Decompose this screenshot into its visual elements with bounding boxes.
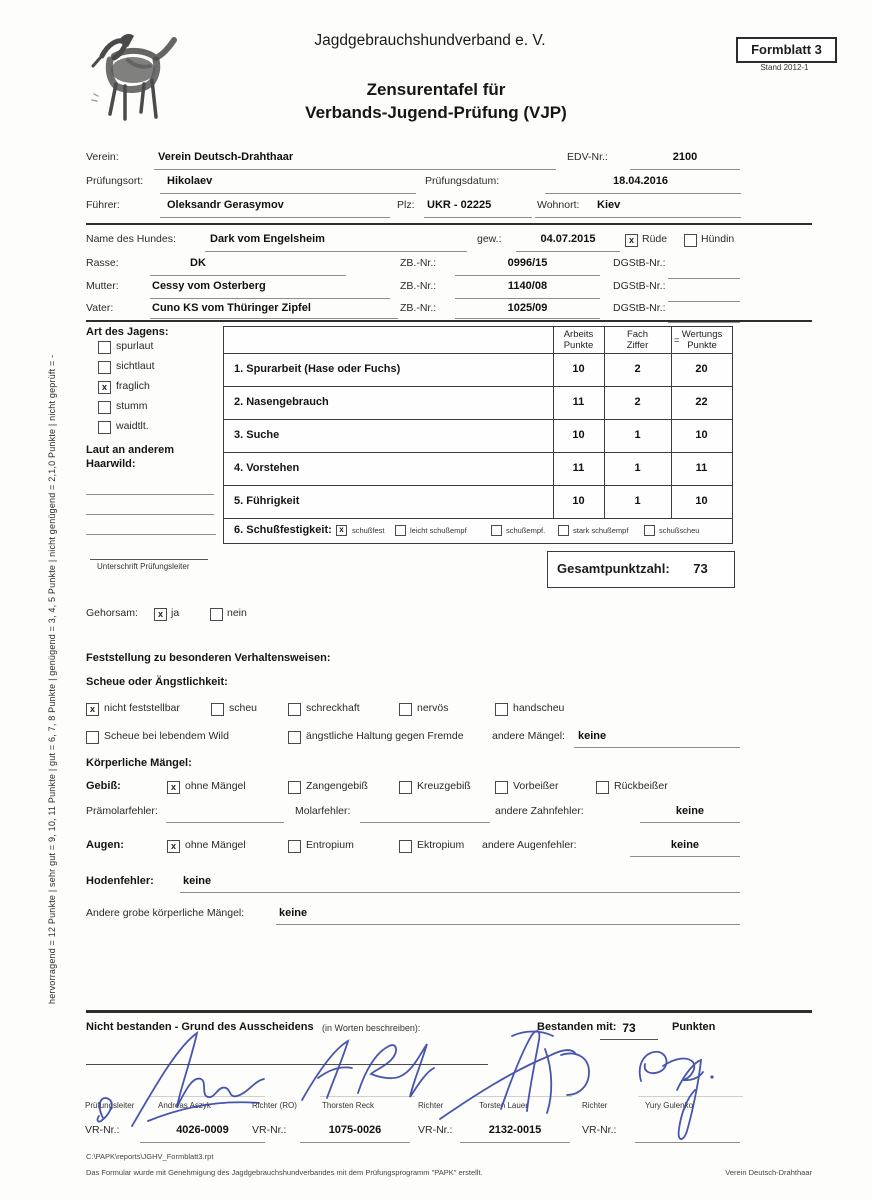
fuehrer-label: Führer: xyxy=(86,199,120,211)
checkbox-schussempf xyxy=(491,525,502,536)
handscheu-label: handscheu xyxy=(513,702,565,714)
sig-rule-4 xyxy=(638,1096,743,1097)
hodenfehler-underline xyxy=(180,891,740,893)
bestanden-points-value: 73 xyxy=(622,1021,636,1035)
sichtlaut-label: sichtlaut xyxy=(116,360,155,372)
checkbox-fraglich: x xyxy=(98,381,111,394)
art-des-jagens-title: Art des Jagens: xyxy=(86,326,169,338)
praemolarfehler-label: Prämolarfehler: xyxy=(86,805,158,817)
nervoes-label: nervös xyxy=(417,702,449,714)
andere-augenfehler-underline xyxy=(630,855,740,857)
edv-label: EDV-Nr.: xyxy=(567,151,608,163)
checkbox-nervoes xyxy=(399,703,412,716)
plz-underline xyxy=(424,216,532,218)
andere-grobe-maengel-label: Andere grobe körperliche Mängel: xyxy=(86,907,245,919)
sig2-role: Richter (RO) xyxy=(252,1101,297,1110)
bestanden-points-underline xyxy=(600,1038,658,1040)
rasse-label: Rasse: xyxy=(86,257,119,269)
pruefungsort-label: Prüfungsort: xyxy=(86,175,144,187)
schussempf-label: schußempf. xyxy=(506,526,546,535)
schussfest-label: schußfest xyxy=(352,526,385,535)
page-title-line2: Verbands-Jugend-Prüfung (VJP) xyxy=(305,103,567,122)
gew-underline xyxy=(516,250,620,252)
rasse-value: DK xyxy=(190,257,206,269)
checkbox-leicht-schussempf xyxy=(395,525,406,536)
mutter-value: Cessy vom Osterberg xyxy=(152,280,266,292)
checkbox-zangengebiss xyxy=(288,781,301,794)
pruefungsdatum-label: Prüfungsdatum: xyxy=(425,175,500,187)
sig2-name: Thorsten Reck xyxy=(322,1101,375,1110)
nicht-bestanden-note: (in Worten beschreiben): xyxy=(322,1023,421,1033)
hundename-value: Dark vom Engelsheim xyxy=(210,233,325,245)
haarwild-line-1 xyxy=(86,493,214,495)
nasengebrauch-arbeitspunkte: 11 xyxy=(572,396,585,408)
entropium-label: Entropium xyxy=(306,839,354,851)
verein-value: Verein Deutsch-Drahthaar xyxy=(158,151,294,163)
aengstliche-haltung-label: ängstliche Haltung gegen Fremde xyxy=(306,730,464,742)
fuehrigkeit-fachziffer: 1 xyxy=(634,495,641,507)
scheu-label: scheu xyxy=(229,702,258,714)
section-divider-3 xyxy=(86,1010,812,1013)
sig3-vr-underline xyxy=(460,1141,570,1143)
sig2-vr-value: 1075-0026 xyxy=(328,1124,382,1136)
sig1-name: Andreas Aszyk xyxy=(158,1101,211,1110)
scheue-lebendes-wild-label: Scheue bei lebendem Wild xyxy=(104,730,229,742)
ausscheiden-write-line xyxy=(86,1064,488,1065)
signature-4-icon xyxy=(640,1052,667,1081)
checkbox-waidtlt xyxy=(98,421,111,434)
bestanden-mit-label: Bestanden mit: xyxy=(537,1021,617,1033)
vater-zb-underline xyxy=(455,317,600,319)
vater-zb-value: 1025/09 xyxy=(507,302,548,314)
vorstehen-wertungspunkte: 11 xyxy=(695,462,708,474)
plz-label: Plz: xyxy=(397,199,415,211)
gebiss-label: Gebiß: xyxy=(86,780,121,792)
leicht-schussempf-label: leicht schußempf xyxy=(410,526,467,535)
vater-label: Vater: xyxy=(86,302,114,314)
spurarbeit-arbeitspunkte: 10 xyxy=(572,363,585,375)
mutter-dgstb-underline xyxy=(668,300,740,302)
augen-ohne-maengel-label: ohne Mängel xyxy=(185,839,246,851)
footer-note: Das Formular wurde mit Genehmigung des Jagdgebrauchshundverbandes mit dem Prüfungsprogramm "PAPK" erstellt. xyxy=(86,1168,483,1177)
fraglich-label: fraglich xyxy=(116,380,150,392)
molarfehler-underline xyxy=(360,821,490,823)
sig3-vr-value: 2132-0015 xyxy=(488,1124,542,1136)
mutter-underline xyxy=(150,297,390,299)
table-col-line-2 xyxy=(604,327,605,518)
ruede-label: Rüde xyxy=(642,233,668,245)
rasse-dgstb-underline xyxy=(668,277,740,279)
checkbox-gebiss-ohne-maengel: x xyxy=(167,781,180,794)
row-label-vorstehen: 4. Vorstehen xyxy=(234,462,300,474)
gew-value: 04.07.2015 xyxy=(540,233,596,245)
sig3-name: Torsten Lauer xyxy=(479,1101,528,1110)
rasse-dgstb-label: DGStB-Nr.: xyxy=(613,257,666,269)
sig1-vr-underline xyxy=(140,1141,265,1143)
wohnort-underline xyxy=(535,216,741,218)
checkbox-stumm xyxy=(98,401,111,414)
gebiss-ohne-maengel-label: ohne Mängel xyxy=(185,780,246,792)
mutter-dgstb-label: DGStB-Nr.: xyxy=(613,280,666,292)
ektropium-label: Ektropium xyxy=(417,839,465,851)
fuehrigkeit-arbeitspunkte: 10 xyxy=(572,495,585,507)
checkbox-entropium xyxy=(288,840,301,853)
unterschrift-caption: Unterschrift Prüfungsleiter xyxy=(97,562,190,571)
table-row-line-1 xyxy=(224,386,732,387)
pruefungsort-value: Hikolaev xyxy=(167,175,213,187)
sig-rule-2 xyxy=(320,1096,415,1097)
sig1-role: Prüfungsleiter xyxy=(85,1101,135,1110)
fuehrer-value: Oleksandr Gerasymov xyxy=(167,199,284,211)
checkbox-schussscheu xyxy=(644,525,655,536)
footer-verein: Verein Deutsch-Drahthaar xyxy=(725,1168,812,1177)
suche-wertungspunkte: 10 xyxy=(695,429,708,441)
plz-value: UKR - 02225 xyxy=(427,199,492,211)
vorstehen-fachziffer: 1 xyxy=(634,462,641,474)
mutter-zb-underline xyxy=(455,297,600,299)
gehorsam-label: Gehorsam: xyxy=(86,607,138,619)
checkbox-gehorsam-ja: x xyxy=(154,608,167,621)
praemolarfehler-underline xyxy=(166,821,284,823)
row-label-spurarbeit: 1. Spurarbeit (Hase oder Fuchs) xyxy=(234,363,401,375)
dog-logo xyxy=(88,26,180,138)
rasse-underline xyxy=(150,274,346,276)
sig3-role: Richter xyxy=(418,1101,444,1110)
koerperliche-maengel-title: Körperliche Mängel: xyxy=(86,757,192,769)
vater-dgstb-label: DGStB-Nr.: xyxy=(613,302,666,314)
pruefungsdatum-underline xyxy=(545,192,741,194)
andere-maengel-underline xyxy=(574,746,740,748)
pruefungsleiter-signature-line xyxy=(90,559,208,560)
section-divider-2 xyxy=(86,320,812,322)
stumm-label: stumm xyxy=(116,400,148,412)
schreckhaft-label: schreckhaft xyxy=(306,702,360,714)
verein-label: Verein: xyxy=(86,151,119,163)
section-divider-1 xyxy=(86,223,812,225)
suche-fachziffer: 1 xyxy=(634,429,641,441)
checkbox-handscheu xyxy=(495,703,508,716)
spurarbeit-wertungspunkte: 20 xyxy=(695,363,708,375)
hodenfehler-value: keine xyxy=(183,875,212,887)
hodenfehler-label: Hodenfehler: xyxy=(86,875,154,887)
sig-rule-3 xyxy=(472,1096,572,1097)
laut-haarwild-label-1: Laut an anderem xyxy=(86,444,175,456)
gehorsam-ja-label: ja xyxy=(171,607,180,619)
rasse-zb-underline xyxy=(455,274,600,276)
rasse-zb-label: ZB.-Nr.: xyxy=(400,257,437,269)
row-label-fuehrigkeit: 5. Führigkeit xyxy=(234,495,300,507)
spurarbeit-fachziffer: 2 xyxy=(634,363,641,375)
form-revision: Stand 2012-1 xyxy=(760,63,809,72)
checkbox-rueckbeisser xyxy=(596,781,609,794)
fuehrigkeit-wertungspunkte: 10 xyxy=(695,495,708,507)
checkbox-huendin xyxy=(684,234,697,247)
total-value: 73 xyxy=(693,561,708,576)
stark-schussempf-label: stark schußempf xyxy=(573,526,629,535)
nicht-bestanden-label: Nicht bestanden - Grund des Ausscheidens xyxy=(86,1021,314,1033)
huendin-label: Hündin xyxy=(701,233,735,245)
vater-underline xyxy=(150,317,398,319)
row-label-schussfestigkeit: 6. Schußfestigkeit: xyxy=(234,524,332,536)
mutter-label: Mutter: xyxy=(86,280,119,292)
augen-label: Augen: xyxy=(86,839,124,851)
molarfehler-label: Molarfehler: xyxy=(295,805,351,817)
andere-grobe-maengel-value: keine xyxy=(279,907,308,919)
total-label: Gesamtpunktzahl: xyxy=(557,561,670,576)
total-points-box xyxy=(547,551,735,588)
checkbox-ektropium xyxy=(399,840,412,853)
mutter-zb-label: ZB.-Nr.: xyxy=(400,280,437,292)
checkbox-gehorsam-nein xyxy=(210,608,223,621)
sig2-vr-label: VR-Nr.: xyxy=(252,1124,287,1136)
sig-rule-1 xyxy=(150,1096,265,1097)
table-row-line-5 xyxy=(224,518,732,519)
andere-augenfehler-label: andere Augenfehler: xyxy=(482,839,577,851)
waidtlt-label: waidtlt. xyxy=(116,420,149,432)
andere-zahnfehler-underline xyxy=(640,821,740,823)
sig4-role: Richter xyxy=(582,1101,608,1110)
verhaltensweisen-title: Feststellung zu besonderen Verhaltensweisen: xyxy=(86,652,331,664)
hundename-label: Name des Hundes: xyxy=(86,233,176,245)
table-col-line-1 xyxy=(553,327,554,518)
andere-zahnfehler-value: keine xyxy=(675,805,705,817)
sig2-vr-underline xyxy=(300,1141,410,1143)
nasengebrauch-wertungspunkte: 22 xyxy=(695,396,708,408)
col-header-arbeitspunkte: Arbeits Punkte xyxy=(563,329,594,351)
checkbox-scheue-lebendes-wild xyxy=(86,731,99,744)
pruefungsdatum-value: 18.04.2016 xyxy=(612,175,669,187)
checkbox-nicht-feststellbar: x xyxy=(86,703,99,716)
checkbox-spurlaut xyxy=(98,341,111,354)
checkbox-sichtlaut xyxy=(98,361,111,374)
rueckbeisser-label: Rückbeißer xyxy=(614,780,668,792)
pruefungsort-underline xyxy=(160,192,416,194)
row-label-nasengebrauch: 2. Nasengebrauch xyxy=(234,396,329,408)
vater-zb-label: ZB.-Nr.: xyxy=(400,302,437,314)
andere-maengel-value: keine xyxy=(578,730,607,742)
table-row-line-2 xyxy=(224,419,732,420)
haarwild-line-2 xyxy=(86,513,214,515)
sig4-vr-underline xyxy=(635,1141,740,1143)
checkbox-vorbeisser xyxy=(495,781,508,794)
suche-arbeitspunkte: 10 xyxy=(572,429,585,441)
edv-underline xyxy=(630,168,740,170)
andere-maengel-label: andere Mängel: xyxy=(492,730,565,742)
sig4-name: Yury Gulenko xyxy=(645,1101,694,1110)
wohnort-value: Kiev xyxy=(597,199,621,211)
rasse-zb-value: 0996/15 xyxy=(507,257,548,269)
scheue-subtitle: Scheue oder Ängstlichkeit: xyxy=(86,676,228,688)
haarwild-line-3 xyxy=(86,533,216,535)
footer-report-path: C:\PAPK\reports\JGHV_Formblatt3.rpt xyxy=(86,1152,214,1161)
org-title: Jagdgebrauchshundverband e. V. xyxy=(314,32,546,49)
col-header-fachziffer: Fach Ziffer xyxy=(626,329,649,351)
nasengebrauch-fachziffer: 2 xyxy=(634,396,641,408)
col-header-wertungspunkte: Wertungs Punkte xyxy=(681,329,723,351)
nicht-feststellbar-label: nicht feststellbar xyxy=(104,702,180,714)
spurlaut-label: spurlaut xyxy=(116,340,154,352)
gew-label: gew.: xyxy=(477,233,502,245)
laut-haarwild-label-2: Haarwild: xyxy=(86,458,136,470)
wohnort-label: Wohnort: xyxy=(537,199,580,211)
checkbox-stark-schussempf xyxy=(558,525,569,536)
sig1-vr-value: 4026-0009 xyxy=(176,1124,229,1136)
andere-grobe-maengel-underline xyxy=(276,923,740,925)
table-row-line-3 xyxy=(224,452,732,453)
gehorsam-nein-label: nein xyxy=(227,607,247,619)
table-col-line-3 xyxy=(671,327,672,518)
sig4-vr-label: VR-Nr.: xyxy=(582,1124,617,1136)
sig3-vr-label: VR-Nr.: xyxy=(418,1124,453,1136)
row-label-suche: 3. Suche xyxy=(234,429,280,441)
table-row-line-4 xyxy=(224,485,732,486)
schussscheu-label: schußscheu xyxy=(659,526,700,535)
hundename-underline xyxy=(205,250,467,252)
sig1-vr-label: VR-Nr.: xyxy=(85,1124,120,1136)
fuehrer-underline xyxy=(160,216,390,218)
table-row-line-0 xyxy=(224,353,732,354)
checkbox-schussfest: x xyxy=(336,525,347,536)
kreuzgebiss-label: Kreuzgebiß xyxy=(417,780,471,792)
signature-2-icon xyxy=(302,1041,348,1100)
punkten-label: Punkten xyxy=(672,1021,716,1033)
checkbox-schreckhaft xyxy=(288,703,301,716)
vorbeisser-label: Vorbeißer xyxy=(513,780,559,792)
vorstehen-arbeitspunkte: 11 xyxy=(572,462,585,474)
verein-underline xyxy=(154,168,556,170)
vater-value: Cuno KS vom Thüringer Zipfel xyxy=(152,302,311,314)
form-number-box: Formblatt 3 xyxy=(736,37,837,63)
equals-sign: = xyxy=(674,335,680,346)
checkbox-augen-ohne-maengel: x xyxy=(167,840,180,853)
andere-zahnfehler-label: andere Zahnfehler: xyxy=(495,805,584,817)
checkbox-ruede: x xyxy=(625,234,638,247)
mutter-zb-value: 1140/08 xyxy=(507,280,548,292)
page-title-line1: Zensurentafel für xyxy=(366,80,506,99)
zangengebiss-label: Zangengebiß xyxy=(306,780,368,792)
checkbox-scheu xyxy=(211,703,224,716)
checkbox-kreuzgebiss xyxy=(399,781,412,794)
checkbox-aengstliche-haltung xyxy=(288,731,301,744)
scoring-table xyxy=(223,326,733,544)
grading-scale-sidebar: hervorragend = 12 Punkte | sehr gut = 9, 10, 11 Punkte | gut = 6, 7, 8 Punkte | genügend = 3, 4, 5 Punkte | nicht genügend = 2,1,0 Punkte | nicht geprüft = - xyxy=(47,354,57,1004)
edv-value: 2100 xyxy=(672,151,698,163)
andere-augenfehler-value: keine xyxy=(670,839,700,851)
